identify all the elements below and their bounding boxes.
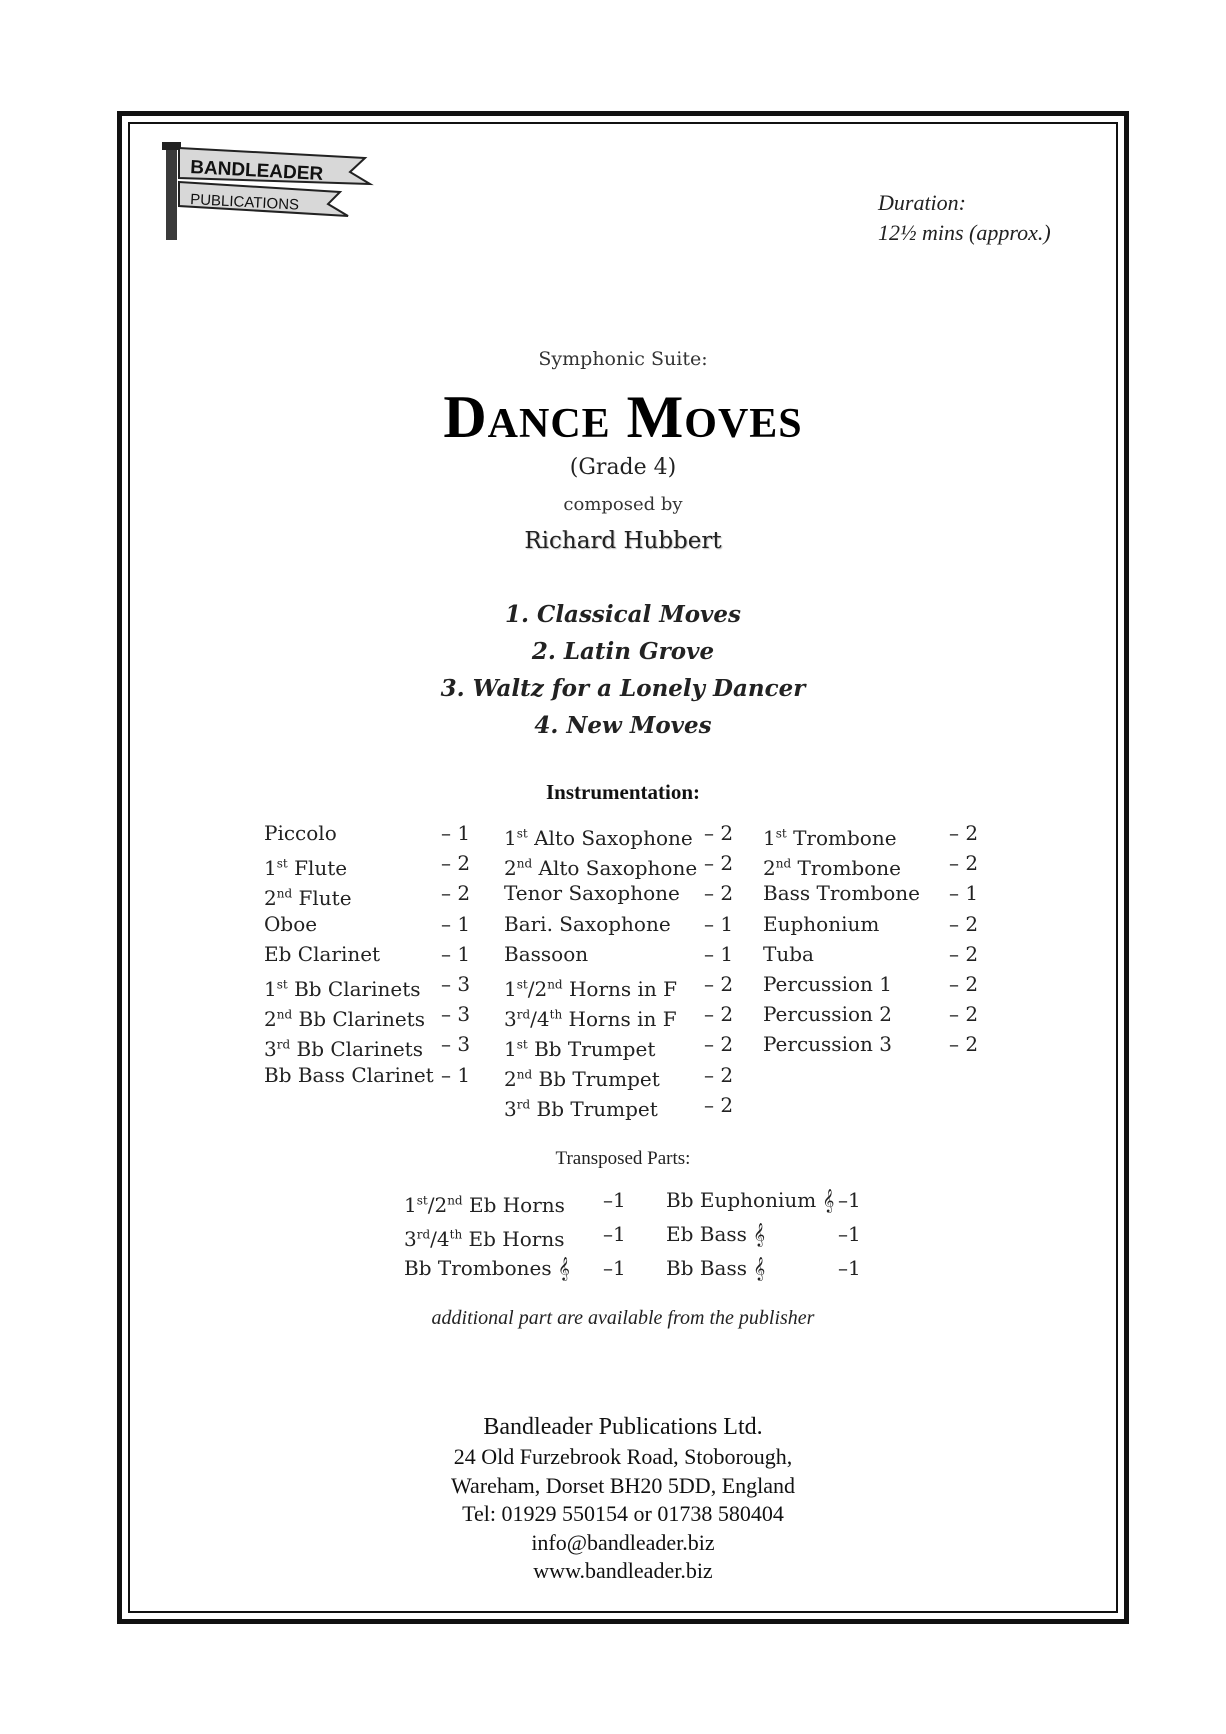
logo-line2: PUBLICATIONS [189, 191, 300, 214]
page-title: Dance Moves [443, 384, 803, 450]
instrument-row [504, 1029, 744, 1059]
publisher-address-2: Wareham, Dorset BH20 5DD, England [450, 1472, 796, 1498]
ordinal-suffix: st [516, 826, 528, 840]
part-count: – 1 [441, 821, 471, 845]
instrument-row [763, 969, 985, 999]
ordinal-suffix: rd [416, 1227, 431, 1241]
composed-by: composed by [563, 494, 683, 515]
ordinal-suffix: nd [447, 1193, 463, 1207]
instrument-name: 3rd/4th Horns in F [504, 1006, 677, 1031]
additional-parts-note: additional part are available from the publisher [431, 1307, 815, 1329]
instrument-name: Bb Bass Clarinet [264, 1062, 434, 1087]
instrument-name: 2nd Trombone [763, 855, 901, 880]
transposed-row [404, 1183, 634, 1217]
ordinal-suffix: nd [547, 976, 563, 991]
instrument-row [504, 939, 744, 969]
part-count: – 2 [949, 941, 979, 966]
part-count: – 2 [704, 1002, 734, 1027]
ordinal-suffix: nd [276, 1007, 293, 1022]
publisher-block [128, 1411, 1118, 1586]
duration-value: 12½ mins (approx.) [878, 220, 1051, 245]
publisher-phone: Tel: 01929 550154 or 01738 580404 [462, 1501, 784, 1526]
transposed-row [666, 1251, 866, 1285]
transposed-row [404, 1217, 634, 1251]
part-count: – 2 [441, 881, 471, 906]
grade: (Grade 4) [569, 455, 677, 480]
instrument-name: 3rd Bb Trumpet [504, 1097, 658, 1122]
part-count: – 3 [441, 1002, 471, 1027]
instrument-name: Bari. Saxophone [504, 911, 671, 936]
movement-item: 1. Classical Moves [505, 601, 741, 628]
instrument-row [504, 969, 744, 999]
instrument-name: 1st/2nd Horns in F [504, 976, 678, 1001]
instrument-name: Piccolo [264, 821, 337, 845]
instrument-row [264, 939, 484, 969]
ordinal-suffix: th [449, 1227, 463, 1241]
instrument-row [264, 909, 484, 939]
instrument-name: 1st Alto Saxophone [504, 825, 693, 850]
ordinal-suffix: st [276, 976, 288, 991]
movement-list [128, 596, 1118, 744]
part-count: – 2 [949, 851, 979, 876]
ordinal-suffix: rd [276, 1037, 291, 1052]
instrument-row [504, 1060, 744, 1090]
instrument-row [264, 999, 484, 1029]
instrument-name: 3rd/4th Eb Horns [404, 1226, 565, 1251]
instrument-name: Bb Bass 𝄞 [666, 1256, 766, 1280]
instrument-row [264, 848, 484, 878]
instrument-name: Tenor Saxophone [504, 881, 680, 906]
instrument-name: 1st Bb Clarinets [264, 976, 421, 1001]
instrument-name: 1st/2nd Eb Horns [404, 1192, 565, 1217]
part-count: –1 [838, 1222, 861, 1246]
instrument-name: Bassoon [504, 941, 589, 966]
composer: Richard Hubbert [524, 528, 722, 554]
instrument-name: Percussion 2 [763, 1002, 892, 1027]
part-count: – 2 [949, 1002, 979, 1027]
ordinal-suffix: st [416, 1193, 428, 1207]
transposed-column-left [404, 1183, 634, 1285]
instrument-row [763, 818, 985, 848]
ordinal-suffix: st [516, 976, 528, 991]
instrument-name: Oboe [264, 911, 318, 936]
instrument-name: Tuba [763, 941, 814, 966]
ordinal-suffix: st [775, 826, 787, 840]
instrument-column-2 [504, 818, 744, 1120]
instrument-name: 1st Flute [264, 855, 348, 880]
instrument-row [504, 1090, 744, 1120]
bandleader-logo [160, 142, 400, 242]
instrument-name: Bb Trombones 𝄞 [404, 1256, 570, 1280]
instrument-row [504, 999, 744, 1029]
instrument-name: 2nd Bb Trumpet [504, 1067, 660, 1092]
part-count: –1 [603, 1188, 626, 1212]
publisher-email[interactable]: info@bandleader.biz [531, 1529, 715, 1555]
ordinal-suffix: nd [276, 886, 293, 901]
instrument-name: Percussion 1 [763, 971, 892, 996]
transposed-row [666, 1217, 866, 1251]
ordinal-suffix: th [549, 1007, 563, 1022]
part-count: –1 [603, 1256, 626, 1280]
part-count: – 2 [949, 1032, 979, 1057]
treble-clef-icon: 𝄞 [753, 1222, 766, 1246]
part-count: – 2 [949, 821, 979, 845]
instrument-row [264, 969, 484, 999]
instrument-row [264, 1060, 484, 1090]
instrument-row [763, 999, 985, 1029]
instrument-row [763, 1029, 985, 1059]
movement-item: 2. Latin Grove [531, 638, 715, 665]
part-count: – 2 [704, 1032, 734, 1057]
part-count: – 2 [704, 1092, 734, 1117]
publisher-website[interactable]: www.bandleader.biz [533, 1558, 713, 1583]
instrument-name: Bass Trombone [763, 881, 920, 906]
movement-item: 3. Waltz for a Lonely Dancer [440, 675, 806, 702]
part-count: – 3 [441, 971, 471, 996]
instrument-name: 2nd Alto Saxophone [504, 855, 698, 880]
part-count: – 2 [704, 881, 734, 906]
instrument-column-3 [763, 818, 985, 1060]
transposed-row [666, 1183, 866, 1217]
instrument-row [504, 909, 744, 939]
instrument-row [763, 848, 985, 878]
publisher-name: Bandleader Publications Ltd. [483, 1414, 763, 1440]
instrument-row [763, 878, 985, 908]
instrument-row [264, 878, 484, 911]
part-count: – 1 [441, 911, 471, 936]
instrument-name: 1st Bb Trumpet [504, 1036, 656, 1061]
instrument-row [763, 909, 985, 939]
instrument-name: Eb Bass 𝄞 [666, 1222, 766, 1246]
part-count: – 3 [441, 1032, 471, 1057]
instrument-name: Eb Clarinet [264, 941, 381, 966]
ordinal-suffix: nd [516, 1067, 533, 1082]
instrument-column-1 [264, 818, 484, 1090]
part-count: – 2 [704, 1062, 734, 1087]
part-count: – 1 [704, 941, 734, 966]
part-count: – 1 [704, 911, 734, 936]
instrument-row [504, 848, 744, 878]
instrument-name: Percussion 3 [763, 1032, 892, 1057]
instrument-name: Bb Euphonium 𝄞 [666, 1188, 835, 1212]
ordinal-suffix: rd [516, 1097, 531, 1112]
logo-line1: BANDLEADER [189, 157, 324, 185]
part-count: – 2 [704, 821, 734, 845]
part-count: – 2 [704, 851, 734, 876]
duration-label: Duration: [878, 190, 966, 215]
transposed-column-right [666, 1183, 866, 1285]
instrument-row [504, 878, 744, 908]
part-count: – 1 [949, 881, 979, 906]
duration-block [878, 188, 1051, 248]
treble-clef-icon: 𝄞 [557, 1256, 570, 1280]
ordinal-suffix: nd [775, 856, 792, 871]
part-count: – 2 [949, 911, 979, 936]
instrument-row [504, 818, 744, 848]
instrument-name: 2nd Bb Clarinets [264, 1006, 425, 1031]
subtitle: Symphonic Suite: [538, 348, 708, 370]
ordinal-suffix: st [516, 1037, 528, 1052]
part-count: –1 [603, 1222, 626, 1246]
part-count: –1 [838, 1188, 861, 1212]
transposed-row [404, 1251, 634, 1285]
instrument-name: 3rd Bb Clarinets [264, 1036, 423, 1061]
part-count: – 1 [441, 941, 471, 966]
instrument-row [264, 818, 484, 848]
instrument-row [264, 1029, 484, 1059]
treble-clef-icon: 𝄞 [753, 1256, 766, 1280]
part-count: – 2 [704, 971, 734, 996]
part-count: –1 [838, 1256, 861, 1280]
ordinal-suffix: nd [516, 856, 533, 871]
instrument-row [763, 939, 985, 969]
instrument-name: Euphonium [763, 911, 880, 936]
transposed-heading: Transposed Parts: [555, 1148, 691, 1169]
ordinal-suffix: st [276, 856, 288, 871]
instrumentation-heading: Instrumentation: [545, 780, 700, 804]
part-count: – 1 [441, 1062, 471, 1087]
treble-clef-icon: 𝄞 [822, 1188, 835, 1212]
ordinal-suffix: rd [516, 1007, 531, 1022]
part-count: – 2 [949, 971, 979, 996]
publisher-address-1: 24 Old Furzebrook Road, Stoborough, [453, 1444, 793, 1469]
part-count: – 2 [441, 851, 471, 876]
instrument-name: 1st Trombone [763, 825, 897, 850]
movement-item: 4. New Moves [534, 712, 712, 739]
instrument-name: 2nd Flute [264, 886, 352, 911]
